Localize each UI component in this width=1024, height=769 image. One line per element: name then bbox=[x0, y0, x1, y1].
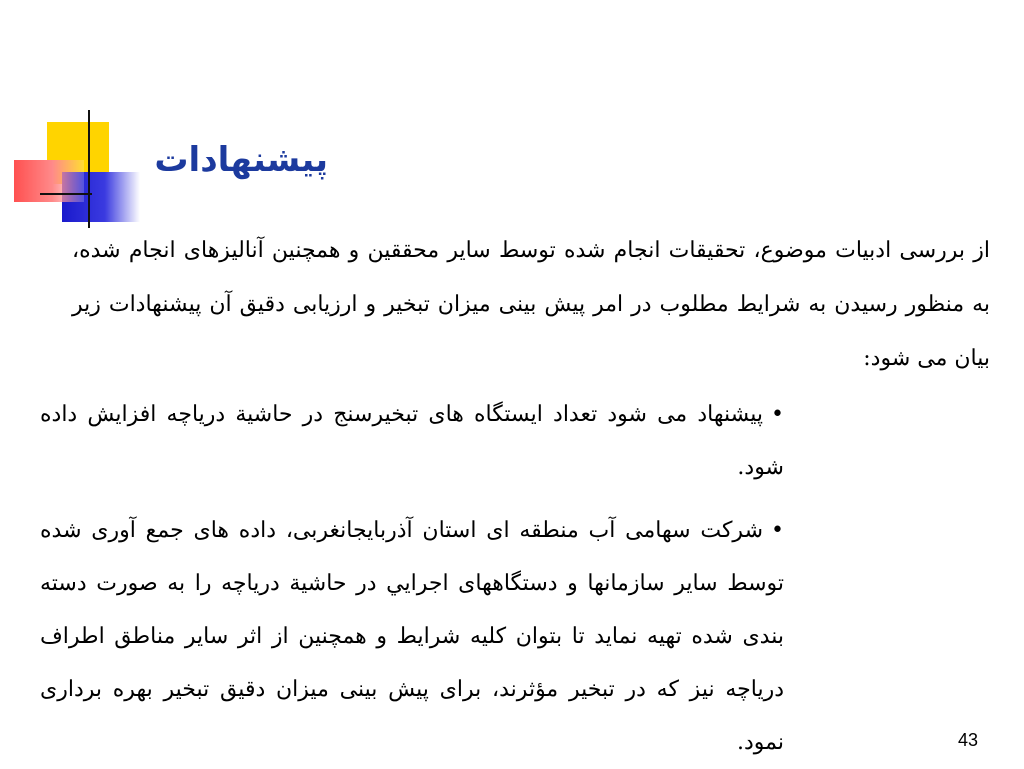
bullet-marker: • bbox=[771, 402, 784, 427]
horizontal-line bbox=[40, 193, 92, 195]
bullet-item bbox=[40, 504, 784, 769]
page-number: 43 bbox=[957, 730, 978, 750]
bullet-marker: • bbox=[771, 518, 784, 543]
slide-title: پیشنهادات bbox=[154, 140, 328, 180]
bullet-list bbox=[40, 388, 784, 769]
red-square bbox=[14, 160, 84, 202]
decorative-squares bbox=[0, 0, 160, 240]
bullet-text: شرکت سهامی آب منطقه ای استان آذربایجانغربی، داده های جمع آوری شده توسط سایر سازمانها و دستگاههای اجرايي در حاشیة دریاچه را به صورت دسته بندی شده تهیه نماید تا بتوان کلیه شرایط و همچنین از اثر سایر مناطق اطراف دریاچه نیز که در تبخیر مؤثرند، برای پیش بینی میزان دقیق تبخیر بهره برداری نمود. bbox=[40, 518, 784, 755]
bullet-text: پیشنهاد می شود تعداد ایستگاه های تبخیرسنج در حاشیة دریاچه افزایش داده شود. bbox=[40, 402, 784, 480]
vertical-line bbox=[88, 110, 90, 228]
bullet-item bbox=[40, 388, 784, 494]
intro-paragraph: از بررسی ادبیات موضوع، تحقیقات انجام شده توسط سایر محققین و همچنین آنالیزهای انجام شده، به منظور رسیدن به شرایط مطلوب در امر پیش بینی میزان تبخیر و ارزیابی دقیق آن پیشنهادات زیر بیان می شود: bbox=[72, 238, 990, 371]
